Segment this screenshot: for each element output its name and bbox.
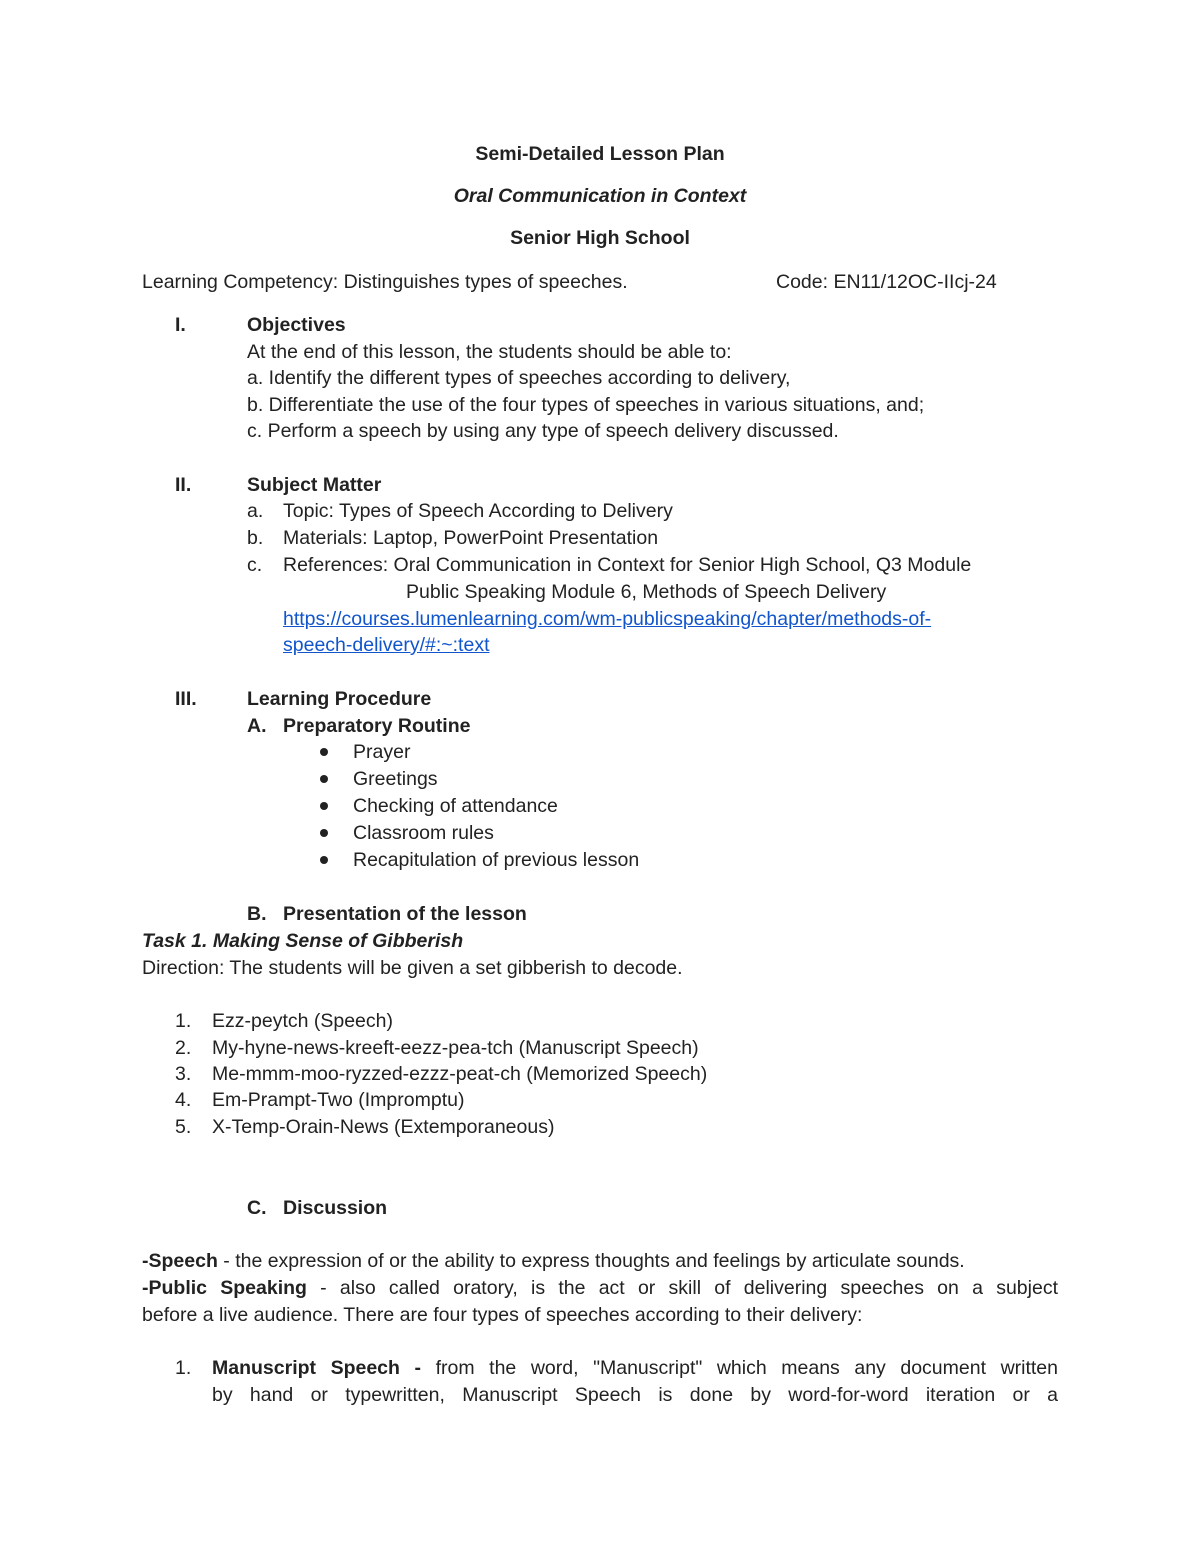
routine-item: Recapitulation of previous lesson xyxy=(353,849,640,871)
speech-type-line1 xyxy=(212,1355,1058,1381)
gibberish-marker: 3. xyxy=(175,1063,192,1085)
gibberish-item: X-Temp-Orain-News (Extemporaneous) xyxy=(212,1116,555,1138)
objectives-intro: At the end of this lesson, the students should be able to: xyxy=(247,341,732,363)
discussion-heading: Discussion xyxy=(283,1197,388,1219)
bullet-icon xyxy=(320,856,328,864)
speech-type-def: from the word, "Manuscript" which means any document written xyxy=(421,1357,1059,1379)
objectives-numeral: I. xyxy=(175,314,186,336)
speech-type-line2: by hand or typewritten, Manuscript Speech is done by word-for-word iteration or a xyxy=(212,1384,1058,1406)
procedure-heading: Learning Procedure xyxy=(247,688,432,710)
level-title: Senior High School xyxy=(510,227,690,249)
subject-matter-heading: Subject Matter xyxy=(247,474,382,496)
routine-item: Greetings xyxy=(353,768,438,790)
routine-item: Prayer xyxy=(353,741,411,763)
document-title: Semi-Detailed Lesson Plan xyxy=(475,143,725,165)
procedure-numeral: III. xyxy=(175,688,197,710)
reference-link[interactable]: https://courses.lumenlearning.com/wm-publicspeaking/chapter/methods-of- xyxy=(283,608,932,630)
routine-item: Checking of attendance xyxy=(353,795,558,817)
competency-code: Code: EN11/12OC-IIcj-24 xyxy=(776,271,997,293)
bullet-icon xyxy=(320,775,328,783)
task-direction: Direction: The students will be given a set gibberish to decode. xyxy=(142,957,683,979)
objectives-heading: Objectives xyxy=(247,314,346,336)
gibberish-item: Me-mmm-moo-ryzzed-ezzz-peat-ch (Memorized Speech) xyxy=(212,1063,708,1085)
subject-item-materials: Materials: Laptop, PowerPoint Presentation xyxy=(283,527,659,549)
subject-item-marker: a. xyxy=(247,500,264,522)
bullet-icon xyxy=(320,748,328,756)
bullet-icon xyxy=(320,829,328,837)
references-continuation: Public Speaking Module 6, Methods of Speech Delivery xyxy=(406,581,887,603)
subject-matter-numeral: II. xyxy=(175,474,192,496)
public-speaking-definition-line1 xyxy=(142,1275,1058,1301)
task-title: Task 1. Making Sense of Gibberish xyxy=(142,930,464,952)
reference-link-continuation[interactable]: speech-delivery/#:~:text xyxy=(283,634,490,656)
objective-item: b. Differentiate the use of the four types of speeches in various situations, and; xyxy=(247,394,925,416)
speech-definition xyxy=(142,1248,965,1274)
gibberish-marker: 1. xyxy=(175,1010,192,1032)
subject-item-references: References: Oral Communication in Context for Senior High School, Q3 Module xyxy=(283,554,972,576)
subject-item-topic: Topic: Types of Speech According to Delivery xyxy=(283,500,673,522)
bullet-icon xyxy=(320,802,328,810)
subject-item-marker: c. xyxy=(247,554,263,576)
gibberish-item: Em-Prampt-Two (Impromptu) xyxy=(212,1089,465,1111)
learning-competency: Learning Competency: Distinguishes types of speeches. xyxy=(142,271,628,293)
gibberish-marker: 2. xyxy=(175,1037,192,1059)
discussion-marker: C. xyxy=(247,1197,267,1219)
objective-item: a. Identify the different types of speeches according to delivery, xyxy=(247,367,791,389)
gibberish-marker: 5. xyxy=(175,1116,192,1138)
speech-type-marker: 1. xyxy=(175,1357,192,1379)
routine-item: Classroom rules xyxy=(353,822,494,844)
public-speaking-def-text: - also called oratory, is the act or skill of delivering speeches on a subject xyxy=(306,1277,1058,1299)
subject-title: Oral Communication in Context xyxy=(453,185,747,207)
public-speaking-term: -Public Speaking xyxy=(142,1277,307,1299)
gibberish-item: My-hyne-news-kreeft-eezz-pea-tch (Manuscript Speech) xyxy=(212,1037,699,1059)
routine-marker: A. xyxy=(247,715,267,737)
speech-def-text: - the expression of or the ability to express thoughts and feelings by articulate sounds. xyxy=(217,1250,965,1272)
speech-type-term: Manuscript Speech - xyxy=(212,1357,422,1379)
gibberish-marker: 4. xyxy=(175,1089,192,1111)
routine-heading: Preparatory Routine xyxy=(283,715,471,737)
presentation-heading: Presentation of the lesson xyxy=(283,903,527,925)
presentation-marker: B. xyxy=(247,903,267,925)
subject-item-marker: b. xyxy=(247,527,264,549)
public-speaking-definition-line2: before a live audience. There are four types of speeches according to their delivery: xyxy=(142,1304,863,1326)
objective-item: c. Perform a speech by using any type of speech delivery discussed. xyxy=(247,420,839,442)
speech-term: -Speech xyxy=(142,1250,218,1272)
gibberish-item: Ezz-peytch (Speech) xyxy=(212,1010,393,1032)
